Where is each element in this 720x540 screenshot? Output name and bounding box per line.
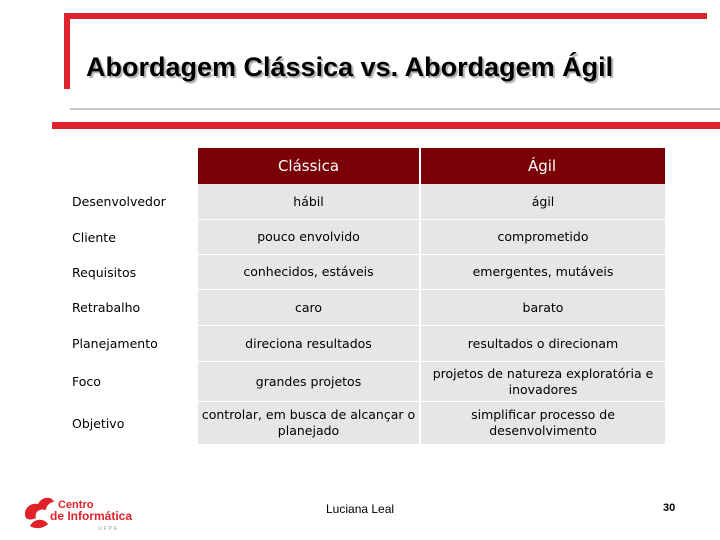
cell-agil: projetos de natureza exploratória e inovadores xyxy=(421,362,665,401)
cell-agil: barato xyxy=(421,290,665,325)
row-divider xyxy=(198,254,665,255)
row-divider xyxy=(198,219,665,220)
author-name: Luciana Leal xyxy=(326,502,395,516)
logo-line3: UFPE xyxy=(98,526,120,532)
cell-agil: simplificar processo de desenvolvimento xyxy=(421,402,665,444)
cell-agil: ágil xyxy=(421,184,665,219)
row-divider xyxy=(198,361,665,362)
cell-classica: pouco envolvido xyxy=(198,220,419,254)
row-label: Foco xyxy=(72,374,101,389)
logo-line1: Centro xyxy=(58,499,94,511)
cell-classica: controlar, em busca de alcançar o planejado xyxy=(198,402,419,444)
row-divider xyxy=(198,401,665,402)
cell-classica: hábil xyxy=(198,184,419,219)
cell-agil: resultados o direcionam xyxy=(421,326,665,361)
cell-agil: emergentes, mutáveis xyxy=(421,255,665,289)
header-classica: Clássica xyxy=(198,148,419,184)
page-number: 30 xyxy=(663,502,676,514)
bottom-red-bar xyxy=(52,122,720,129)
row-label: Planejamento xyxy=(72,336,158,351)
row-label: Cliente xyxy=(72,229,116,245)
cell-classica: conhecidos, estáveis xyxy=(198,255,419,289)
top-red-bar xyxy=(64,13,707,19)
cell-classica: direciona resultados xyxy=(198,326,419,361)
header-agil: Ágil xyxy=(419,148,665,184)
cell-classica: caro xyxy=(198,290,419,325)
column-divider xyxy=(419,148,421,444)
left-red-bar xyxy=(64,13,70,89)
logo-line2: de Informática xyxy=(50,509,133,523)
row-divider xyxy=(198,289,665,290)
row-label: Objetivo xyxy=(72,415,125,431)
cell-agil: comprometido xyxy=(421,220,665,254)
row-divider xyxy=(198,325,665,326)
row-label: Desenvolvedor xyxy=(72,194,166,209)
cell-classica: grandes projetos xyxy=(198,362,419,401)
slide-title: Abordagem Clássica vs. Abordagem Ágil xyxy=(86,52,614,82)
centro-de-informatica-logo xyxy=(20,488,140,534)
row-label: Requisitos xyxy=(72,264,137,280)
row-label: Retrabalho xyxy=(72,300,141,315)
gray-rule xyxy=(70,108,720,110)
